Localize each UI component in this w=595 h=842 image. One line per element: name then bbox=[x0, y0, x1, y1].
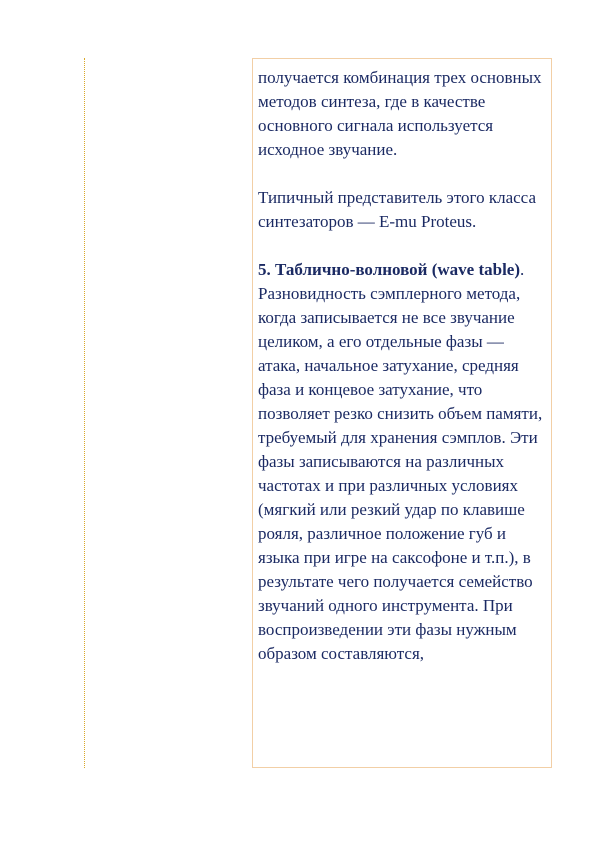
paragraph-continuation bbox=[258, 66, 550, 162]
paragraph-text: получается комбинация трех основных методов синтеза, где в качестве основного сигнала используется исходное звучание. bbox=[258, 68, 542, 159]
margin-rule bbox=[84, 58, 85, 768]
section-heading: 5. Таблично-волновой (wave table) bbox=[258, 260, 521, 279]
paragraph-text: . Разновидность сэмплерного метода, когда записывается не все звучание целиком, а его отдельные фазы — атака, начальное затухание, средняя фаза и концевое затухание, что позволяет резко снизить объем памяти, требуемый для хранения сэмплов. Эти фазы записываются на различных частотах и при различных условиях (мягкий или резкий удар по клавише рояля, различное положение губ и языка при игре на саксофоне и т.п.), в результате чего получается семейство звучаний одного инструмента. При воспроизведении эти фазы нужным образом составляются, bbox=[258, 260, 543, 663]
paragraph-wavetable bbox=[258, 258, 550, 666]
text-frame bbox=[252, 58, 552, 768]
paragraph-representative bbox=[258, 186, 550, 234]
paragraph-text: Типичный представитель этого класса синтезаторов — E-mu Proteus. bbox=[258, 188, 536, 231]
